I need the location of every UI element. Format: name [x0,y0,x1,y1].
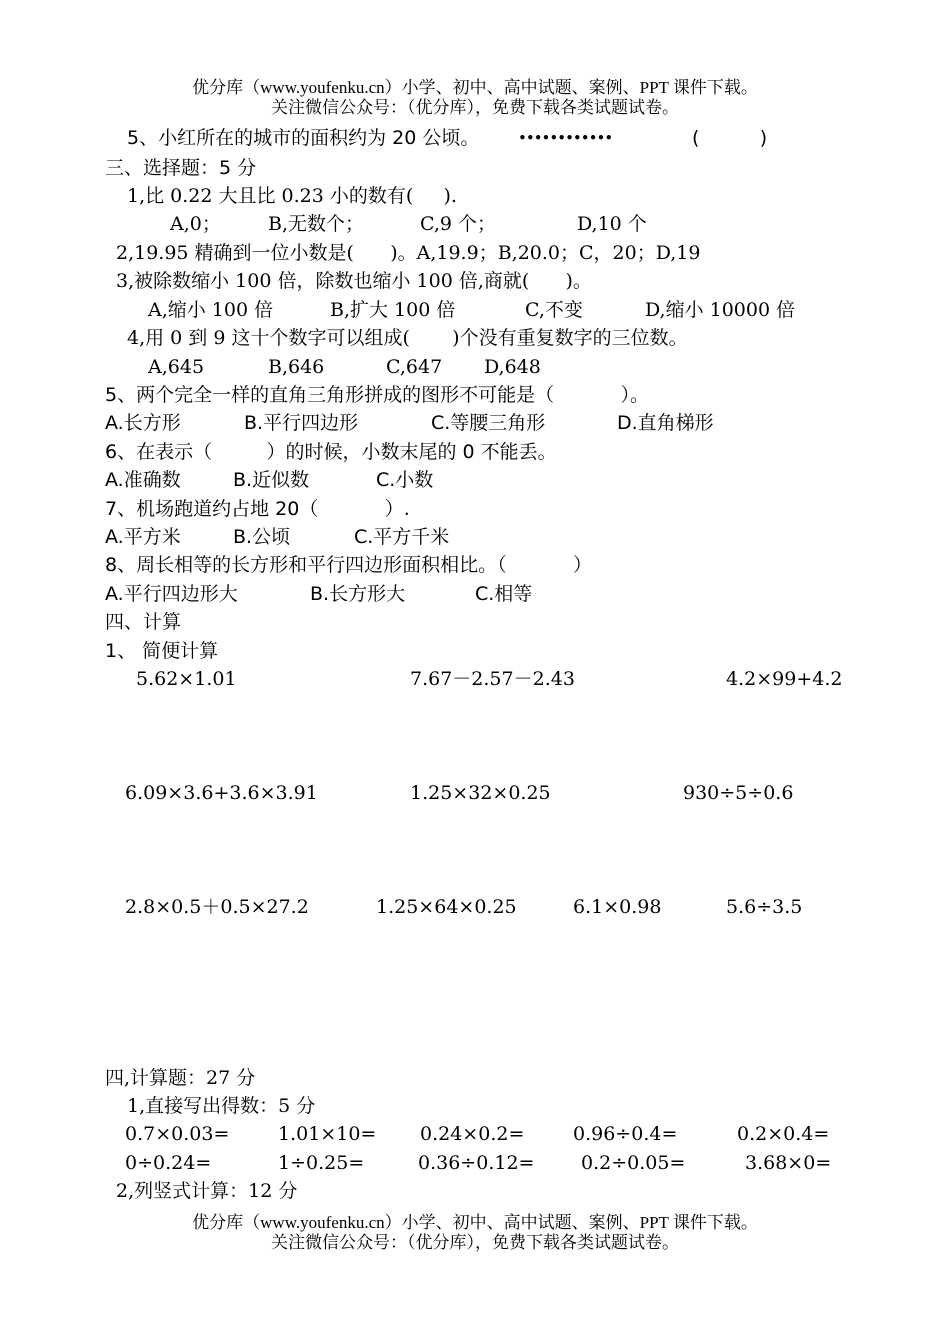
calc-expression: 6.1×0.98 [573,896,662,918]
oral-calc-item: 1.01×10= [278,1123,377,1145]
judge-q5-stem: 5、小红所在的城市的面积约为 20 公顷。 [127,127,480,149]
oral-calc-item: 0.2×0.4= [737,1123,830,1145]
choice-q3-option-a: A,缩小 100 倍 [148,299,274,321]
section-4-title: 四、计算 [105,611,182,633]
section-4-subtitle: 1、 简便计算 [105,640,219,662]
oral-calc-item: 0.36÷0.12= [418,1152,535,1174]
choice-q6-option-c: C.小数 [376,469,434,491]
judge-q5-paren: ( ) [692,127,768,149]
oral-calc-item: 0.2÷0.05= [581,1152,686,1174]
calc-expression: 7.67－2.57－2.43 [410,668,575,690]
calc-expression: 930÷5÷0.6 [683,782,794,804]
choice-q5-option-b: B.平行四边形 [244,412,359,434]
choice-q5-option-d: D.直角梯形 [617,412,714,434]
choice-q6-stem: 6、在表示（ ）的时候，小数末尾的 0 不能丢。 [105,441,557,463]
choice-q4-option-d: D,648 [484,356,541,378]
choice-q3-option-b: B,扩大 100 倍 [330,299,456,321]
choice-q7-option-a: A.平方米 [105,526,181,548]
oral-calc-item: 3.68×0= [745,1152,832,1174]
choice-q6-option-a: A.准确数 [105,469,181,491]
choice-q3-stem: 3,被除数缩小 100 倍，除数也缩小 100 倍,商就( )。 [116,270,592,292]
choice-q8-option-c: C.相等 [475,583,533,605]
choice-q6-option-b: B.近似数 [233,469,310,491]
choice-q1-option-b: B,无数个； [268,213,365,235]
choice-q2-stem: 2,19.95 精确到一位小数是( )。A,19.9；B,20.0；C，20；D,19 [116,242,701,264]
choice-q7-stem: 7、机场跑道约占地 20（ ）. [105,498,410,520]
footer-line-2: 关注微信公众号：（优分库），免费下载各类试题试卷。 [271,1233,679,1252]
choice-q8-option-a: A.平行四边形大 [105,583,238,605]
choice-q8-option-b: B.长方形大 [310,583,406,605]
choice-q3-option-c: C,不变 [525,299,583,321]
oral-calc-item: 0.24×0.2= [420,1123,525,1145]
section-3-title: 三、选择题：5 分 [105,157,257,179]
choice-q7-option-b: B.公顷 [233,526,291,548]
choice-q3-option-d: D,缩小 10000 倍 [645,299,796,321]
choice-q7-option-c: C.平方千米 [354,526,450,548]
oral-calc-item: 1÷0.25= [278,1152,365,1174]
choice-q5-stem: 5、两个完全一样的直角三角形拼成的图形不可能是（ ）。 [105,384,650,406]
section-4b-title: 四,计算题：27 分 [105,1067,256,1089]
judge-q5-dots: •••••••••••• [518,129,613,147]
choice-q4-option-c: C,647 [386,356,443,378]
calc-expression: 4.2×99+4.2 [726,668,843,690]
section-4b-sub-2: 2,列竖式计算：12 分 [116,1180,298,1202]
footer-line-1: 优分库（www.youfenku.cn）小学、初中、高中试题、案例、PPT 课件下载。 [192,1213,758,1232]
choice-q1-stem: 1,比 0.22 大且比 0.23 小的数有( ). [127,185,457,207]
oral-calc-item: 0÷0.24= [125,1152,212,1174]
oral-calc-item: 0.7×0.03= [125,1123,230,1145]
choice-q8-stem: 8、周长相等的长方形和平行四边形面积相比。（ ） [105,554,593,576]
choice-q5-option-c: C.等腰三角形 [431,412,546,434]
header-line-1: 优分库（www.youfenku.cn）小学、初中、高中试题、案例、PPT 课件下载。 [192,78,758,97]
choice-q4-stem: 4,用 0 到 9 这十个数字可以组成( )个没有重复数字的三位数。 [127,327,688,349]
choice-q1-option-d: D,10 个 [577,213,647,235]
choice-q1-option-c: C,9 个； [420,213,497,235]
choice-q4-option-a: A,645 [148,356,205,378]
calc-expression: 5.6÷3.5 [726,896,803,918]
choice-q1-option-a: A,0； [170,213,221,235]
calc-expression: 5.62×1.01 [136,668,237,690]
oral-calc-item: 0.96÷0.4= [573,1123,678,1145]
calc-expression: 2.8×0.5＋0.5×27.2 [125,896,309,918]
calc-expression: 1.25×64×0.25 [376,896,517,918]
header-line-2: 关注微信公众号：（优分库），免费下载各类试题试卷。 [271,98,679,117]
calc-expression: 6.09×3.6+3.6×3.91 [125,782,318,804]
section-4b-sub-1: 1,直接写出得数：5 分 [127,1095,316,1117]
choice-q4-option-b: B,646 [268,356,325,378]
choice-q5-option-a: A.长方形 [105,412,181,434]
calc-expression: 1.25×32×0.25 [410,782,551,804]
